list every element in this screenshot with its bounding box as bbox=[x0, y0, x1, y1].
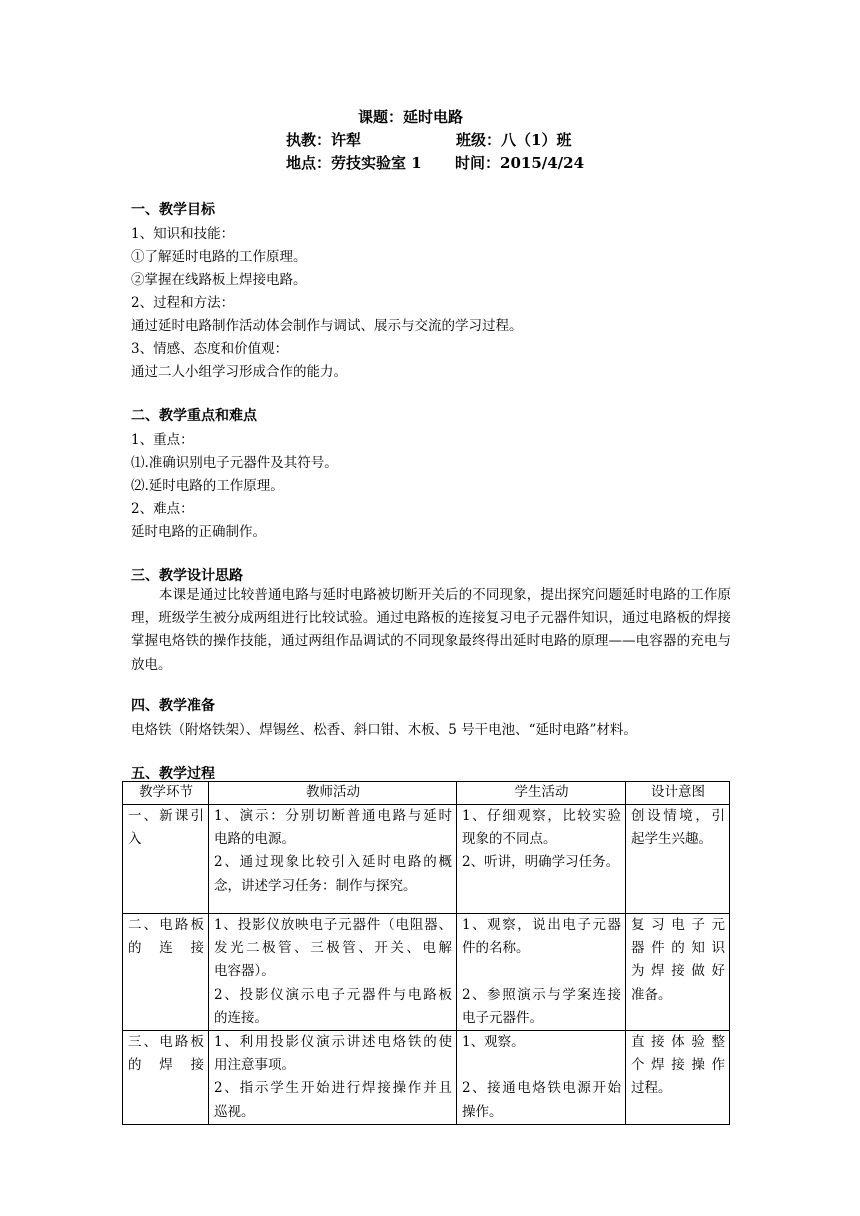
teacher-activity-item: 念，讲述学习任务：制作与探究。 bbox=[214, 877, 417, 894]
column-header: 设计意图 bbox=[626, 782, 730, 805]
intent-cell bbox=[626, 1031, 730, 1125]
column-header: 教师活动 bbox=[209, 782, 457, 805]
student-activity-item: 电子元器件。 bbox=[462, 1009, 543, 1026]
column-header: 教学环节 bbox=[123, 782, 209, 805]
intent-cell bbox=[626, 805, 730, 914]
student-cell bbox=[457, 1031, 626, 1125]
student-cell bbox=[457, 805, 626, 914]
intent-item: 创设情境，引 bbox=[631, 808, 725, 824]
student-activity-item: 1、仔细观察，比较实验 bbox=[462, 808, 621, 824]
objectives-line: 通过二人小组学习形成合作的能力。 bbox=[131, 364, 347, 380]
stage-cell: 一、新课引入 bbox=[123, 805, 209, 914]
intent-item: 个焊接操作 bbox=[631, 1057, 725, 1074]
keypoints-line: ⑵.延时电路的工作原理。 bbox=[131, 478, 284, 494]
intent-item: 准备。 bbox=[631, 986, 672, 1003]
location-info: 地点：劳技实验室 1 bbox=[286, 154, 422, 172]
teacher-activity-item: 2、投影仪演示电子元器件与电路板 bbox=[214, 986, 452, 1003]
lesson-title: 课题：延时电路 bbox=[358, 108, 464, 126]
teacher-cell bbox=[209, 805, 457, 914]
intent-item: 器件的知识 bbox=[631, 940, 725, 957]
teacher-activity-item: 电路的电源。 bbox=[214, 831, 295, 848]
intent-item: 为焊接做好 bbox=[631, 963, 725, 980]
teacher-activity-item: 用注意事项。 bbox=[214, 1057, 295, 1074]
section-heading-keypoints: 二、教学重点和难点 bbox=[131, 408, 257, 424]
keypoints-line: 延时电路的正确制作。 bbox=[131, 524, 266, 540]
intent-item: 复习电子元 bbox=[631, 917, 725, 933]
process-table bbox=[122, 781, 730, 1125]
student-activity-item: 1、观察，说出电子元器 bbox=[462, 917, 621, 933]
student-activity-item: 1、观察。 bbox=[462, 1034, 525, 1051]
preparation-line: 电烙铁（附烙铁架）、焊锡丝、松香、斜口钳、木板、5 号干电池、“延时电路”材料。 bbox=[131, 722, 637, 738]
teacher-activity-item: 2、通过现象比较引入延时电路的概 bbox=[214, 854, 452, 871]
objectives-line: 1、知识和技能： bbox=[131, 226, 235, 242]
student-cell bbox=[457, 914, 626, 1031]
teacher-activity-item: 发光二极管、三极管、开关、电解 bbox=[214, 940, 452, 957]
student-activity-item: 操作。 bbox=[462, 1103, 503, 1120]
stage-cell: 二、电路板的连接 bbox=[123, 914, 209, 1031]
table-row bbox=[123, 1031, 730, 1125]
objectives-line: 通过延时电路制作活动体会制作与调试、展示与交流的学习过程。 bbox=[131, 318, 523, 334]
intent-item: 过程。 bbox=[631, 1080, 672, 1097]
teacher-activity-item: 2、指示学生开始进行焊接操作并且 bbox=[214, 1080, 452, 1097]
intent-cell bbox=[626, 914, 730, 1031]
intent-item: 直接体验整 bbox=[631, 1034, 725, 1051]
teacher-activity-item: 电容器）。 bbox=[214, 963, 275, 980]
teacher-activity-item: 1、投影仪放映电子元器件（电阻器、 bbox=[214, 917, 452, 933]
teacher-activity-item: 1、演示：分别切断普通电路与延时 bbox=[214, 808, 452, 824]
objectives-line: ①了解延时电路的工作原理。 bbox=[131, 249, 307, 265]
keypoints-line: ⑴.准确识别电子元器件及其符号。 bbox=[131, 455, 338, 471]
objectives-line: 3、情感、态度和价值观： bbox=[131, 341, 289, 357]
time-info: 时间：2015/4/24 bbox=[455, 154, 585, 172]
class-info: 班级：八（1）班 bbox=[456, 131, 572, 149]
intent-item: 起学生兴趣。 bbox=[631, 831, 712, 848]
keypoints-line: 1、重点： bbox=[131, 432, 194, 448]
teacher-cell bbox=[209, 914, 457, 1031]
teacher-info: 执教：许犁 bbox=[286, 131, 362, 149]
student-activity-item: 2、参照演示与学案连接 bbox=[462, 986, 621, 1003]
teacher-activity-item: 巡视。 bbox=[214, 1103, 255, 1120]
column-header: 学生活动 bbox=[457, 782, 626, 805]
objectives-line: ②掌握在线路板上焊接电路。 bbox=[131, 272, 307, 288]
section-heading-objectives: 一、教学目标 bbox=[131, 202, 215, 218]
objectives-line: 2、过程和方法： bbox=[131, 295, 235, 311]
student-activity-item: 2、听讲，明确学习任务。 bbox=[462, 854, 620, 871]
design-paragraph: 本课是通过比较普通电路与延时电路被切断开关后的不同现象，提出探究问题延时电路的工作原理，班级学生被分成两组进行比较试验。通过电路板的连接复习电子元器件知识，通过电路板的焊接掌握电烙铁的操作技能，通过两组作品调试的不同现象最终得出延时电路的原理——电容器的充电与放电。 bbox=[131, 587, 731, 673]
student-activity-item: 现象的不同点。 bbox=[462, 831, 557, 848]
section-heading-process: 五、教学过程 bbox=[131, 766, 215, 782]
teacher-activity-item: 的连接。 bbox=[214, 1009, 268, 1026]
section-heading-preparation: 四、教学准备 bbox=[131, 698, 215, 714]
stage-cell: 三、电路板的焊接 bbox=[123, 1031, 209, 1125]
teacher-activity-item: 1、利用投影仪演示讲述电烙铁的使 bbox=[214, 1034, 452, 1051]
keypoints-line: 2、难点： bbox=[131, 501, 194, 517]
student-activity-item: 件的名称。 bbox=[462, 940, 530, 957]
teacher-cell bbox=[209, 1031, 457, 1125]
student-activity-item: 2、接通电烙铁电源开始 bbox=[462, 1080, 621, 1097]
table-row bbox=[123, 914, 730, 1031]
table-header-row bbox=[123, 782, 730, 805]
section-heading-design: 三、教学设计思路 bbox=[131, 568, 243, 584]
table-row bbox=[123, 805, 730, 914]
